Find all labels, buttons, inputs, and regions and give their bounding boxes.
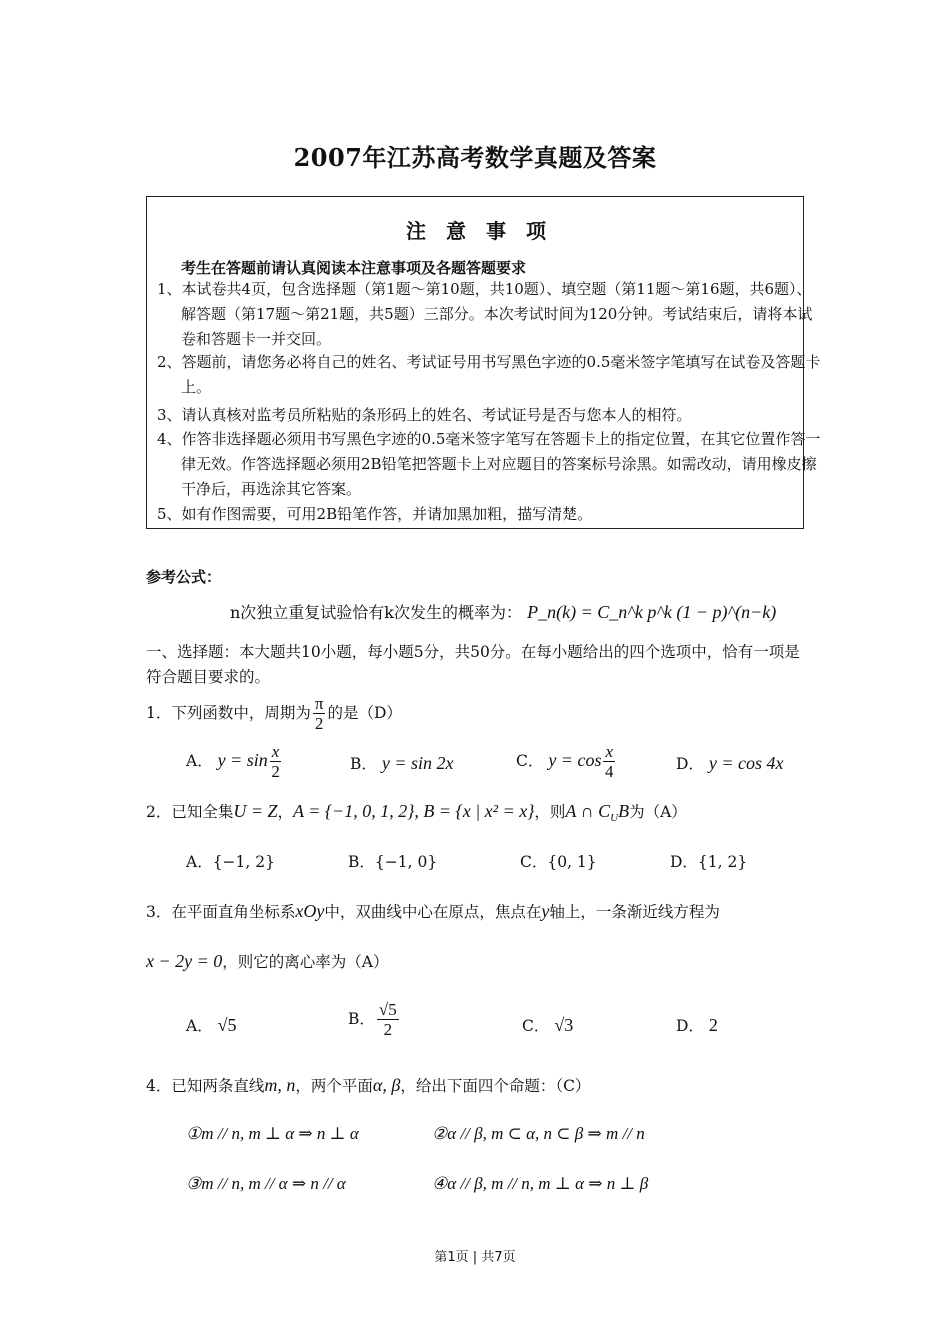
- option-math: y = cos: [548, 750, 602, 770]
- option-c: [522, 1014, 573, 1036]
- notice-item: [157, 350, 821, 400]
- notice-item-text: 本试卷共4页，包含选择题（第1题～第10题，共10题）、填空题（第11题～第16题，共6题）、解答题（第17题～第21题，共5题）三部分。本次考试时间为120分钟。考试结束后，请将本试卷和答题卡一并交回。: [181, 280, 813, 348]
- notice-item: [157, 403, 821, 428]
- notice-heading: 注 意 事 项: [406, 219, 546, 243]
- question-2-stem: [146, 800, 687, 824]
- option-label: D．: [676, 755, 704, 773]
- question-text: ，则它的离心率为（A）: [222, 953, 389, 971]
- question-math: x − 2y = 0: [146, 951, 223, 971]
- notice-item-number: 5、: [157, 505, 182, 523]
- notice-item-text: 如有作图需要，可用2B铅笔作答，并请加黑加粗，描写清楚。: [181, 505, 593, 523]
- fraction: [313, 694, 326, 734]
- option-label: A．: [186, 1017, 213, 1035]
- reference-formula: [230, 600, 776, 623]
- option-c: C．{0, 1}: [520, 853, 597, 871]
- option-d: [676, 1014, 718, 1036]
- option-label: B．: [350, 755, 377, 773]
- option-label: A．: [186, 752, 213, 770]
- fraction-numerator: x: [605, 742, 613, 761]
- proposition-3: ③m // n, m // α ⇒ n // α: [186, 1174, 346, 1193]
- fraction-numerator: √5: [378, 1000, 397, 1019]
- notice-item: [157, 277, 821, 352]
- notice-item-number: 3、: [157, 406, 182, 424]
- question-text: ，两个平面: [295, 1077, 373, 1095]
- proposition-2: ②α // β, m ⊂ α, n ⊂ β ⇒ m // n: [432, 1124, 645, 1143]
- question-1-stem: [146, 694, 402, 734]
- notice-box: [146, 196, 821, 529]
- option-a: A．{−1, 2}: [186, 853, 275, 871]
- notice-item: [157, 502, 821, 527]
- notice-item-text: 请认真核对监考员所粘贴的条形码上的姓名、考试证号是否与您本人的相符。: [181, 406, 692, 424]
- question-3-stem: [146, 900, 720, 922]
- option-label: B．: [348, 1010, 375, 1028]
- question-text: ，: [277, 803, 294, 821]
- option-math: √5: [217, 1015, 237, 1035]
- question-math: B: [618, 801, 630, 821]
- option-d: D．{1, 2}: [670, 853, 748, 871]
- notice-item: [157, 427, 821, 502]
- document-title: 2007年江苏高考数学真题及答案: [293, 143, 657, 172]
- question-math: U = Z: [233, 801, 278, 821]
- question-4-stem: [146, 1074, 590, 1096]
- option-label: D．: [676, 1017, 704, 1035]
- reference-formula-math: P_n(k) = C_n^k p^k (1 − p)^(n−k): [527, 602, 777, 622]
- notice-item-number: 1、: [157, 280, 182, 298]
- fraction-denominator: 2: [314, 714, 324, 733]
- notice-item-text: 答题前，请您务必将自己的姓名、考试证号用书写黑色字迹的0.5毫米签字笔填写在试卷及答题卡上。: [181, 353, 821, 396]
- option-a: [186, 1014, 237, 1036]
- option-b: [348, 1000, 401, 1040]
- reference-formula-text: n次独立重复试验恰有k次发生的概率为：: [230, 603, 523, 622]
- notice-item-number: 2、: [157, 353, 182, 371]
- option-math: y = cos 4x: [708, 753, 784, 773]
- option-math: y = sin: [217, 750, 268, 770]
- question-3-line2: [146, 950, 388, 972]
- question-math: α, β: [372, 1075, 401, 1095]
- question-text: ，则: [534, 803, 566, 821]
- notice-item-number: 4、: [157, 430, 182, 448]
- notice-subtitle: 考生在答题前请认真阅读本注意事项及各题答题要求: [181, 259, 527, 277]
- question-text: 的是（D）: [327, 704, 402, 722]
- question-math: A = {−1, 0, 1, 2}, B = {x | x² = x}: [293, 801, 535, 821]
- proposition-1: ①m // n, m ⊥ α ⇒ n ⊥ α: [186, 1124, 359, 1143]
- question-text: ，给出下面四个命题：（C）: [400, 1077, 591, 1095]
- notice-item-text: 作答非选择题必须用书写黑色字迹的0.5毫米签字笔写在答题卡上的指定位置，在其它位置作答一律无效。作答选择题必须用2B铅笔把答题卡上对应题目的答案标号涂黑。如需改动，请用橡皮擦干净后，再选涂其它答案。: [181, 430, 821, 498]
- fraction-numerator: x: [271, 742, 280, 761]
- option-math: 2: [708, 1015, 718, 1035]
- option-c: [516, 742, 617, 782]
- fraction-numerator: π: [314, 694, 324, 713]
- fraction-denominator: 4: [604, 762, 614, 781]
- proposition-4: ④α // β, m // n, m ⊥ α ⇒ n ⊥ β: [432, 1174, 649, 1193]
- fraction: [603, 742, 615, 782]
- page-footer: 第1页 | 共7页: [434, 1250, 516, 1265]
- option-math: y = sin 2x: [381, 753, 454, 773]
- question-math: U: [610, 812, 619, 825]
- fraction: [377, 1000, 399, 1040]
- question-text: 3．在平面直角坐标系: [146, 903, 296, 921]
- fraction-denominator: 2: [271, 762, 280, 781]
- option-d: [676, 752, 784, 774]
- option-label: C．: [522, 1017, 550, 1035]
- section-heading: 一、选择题：本大题共10小题，每小题5分，共50分。在每小题给出的四个选项中，恰有一项是符合题目要求的。: [146, 643, 800, 686]
- question-text: 4．已知两条直线: [146, 1077, 265, 1095]
- fraction: [270, 742, 282, 782]
- question-text: 轴上，一条渐近线方程为: [549, 903, 720, 921]
- option-b: [350, 752, 453, 774]
- question-math: A ∩ C: [565, 801, 611, 821]
- option-math: √3: [554, 1015, 574, 1035]
- reference-label: 参考公式：: [146, 568, 222, 586]
- question-text: 1．下列函数中，周期为: [146, 704, 311, 722]
- option-b: B．{−1, 0}: [348, 853, 438, 871]
- question-math: xOy: [295, 901, 325, 921]
- question-text: 2．已知全集: [146, 803, 234, 821]
- question-math: y: [541, 901, 550, 921]
- fraction-denominator: 2: [383, 1020, 393, 1039]
- option-a: [186, 742, 283, 782]
- question-text: 为（A）: [629, 803, 687, 821]
- option-label: C．: [516, 752, 544, 770]
- question-text: 中，双曲线中心在原点，焦点在: [324, 903, 542, 921]
- question-math: m, n: [264, 1075, 296, 1095]
